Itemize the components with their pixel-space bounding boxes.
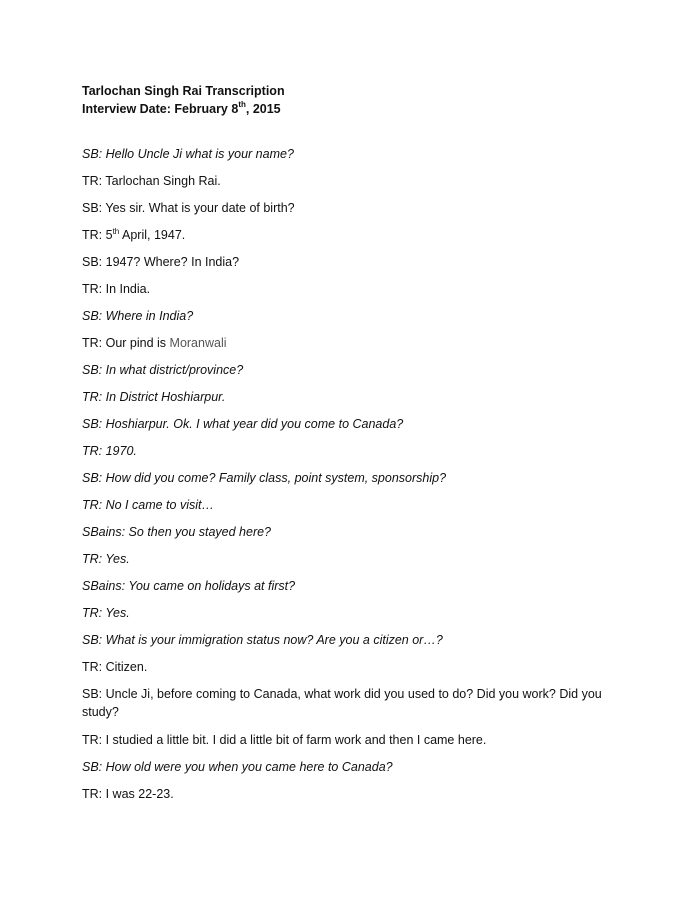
- village-name: Moranwali: [169, 336, 227, 350]
- transcript-line: TR: I studied a little bit. I did a little bit of farm work and then I came here.: [82, 733, 487, 747]
- interview-date-year: , 2015: [245, 102, 281, 116]
- line-text: TR: Our pind is: [82, 336, 170, 350]
- transcript-line: TR: Citizen.: [82, 660, 148, 674]
- transcript-line: SB: Hello Uncle Ji what is your name?: [82, 147, 294, 161]
- transcript-line: SB: Uncle Ji, before coming to Canada, what work did you used to do? Did you work? Did you study?: [82, 687, 602, 719]
- transcript-line: [82, 334, 622, 352]
- transcript-line: [82, 226, 622, 244]
- transcript-line: SB: Where in India?: [82, 309, 194, 323]
- ordinal-suffix: th: [112, 226, 120, 236]
- transcript-line: TR: No I came to visit…: [82, 498, 214, 512]
- line-text: TR: 5: [82, 228, 113, 242]
- transcript-line: SB: Yes sir. What is your date of birth?: [82, 201, 295, 215]
- transcript-line: TR: In India.: [82, 282, 151, 296]
- transcript-line: SBains: So then you stayed here?: [82, 525, 272, 539]
- transcript-line: TR: I was 22-23.: [82, 787, 174, 801]
- transcript-line: SB: How old were you when you came here to Canada?: [82, 760, 393, 774]
- transcript-line: TR: 1970.: [82, 444, 137, 458]
- transcript-line: SB: What is your immigration status now? Are you a citizen or…?: [82, 633, 443, 647]
- interview-date-label: Interview Date: February 8: [82, 102, 239, 116]
- interview-date: [82, 101, 281, 117]
- line-text: April, 1947.: [119, 228, 186, 242]
- transcript-line: SB: How did you come? Family class, point system, sponsorship?: [82, 471, 447, 485]
- transcript-line: TR: Yes.: [82, 552, 130, 566]
- transcript-line: SBains: You came on holidays at first?: [82, 579, 296, 593]
- transcript-line: TR: Tarlochan Singh Rai.: [82, 174, 221, 188]
- transcript-line: SB: In what district/province?: [82, 363, 244, 377]
- interview-date-suffix: th: [238, 99, 246, 109]
- document-title: Tarlochan Singh Rai Transcription: [82, 84, 285, 98]
- transcript-line: TR: In District Hoshiarpur.: [82, 390, 226, 404]
- transcript-line: TR: Yes.: [82, 606, 130, 620]
- transcript-line: SB: 1947? Where? In India?: [82, 255, 240, 269]
- transcript-line: SB: Hoshiarpur. Ok. I what year did you come to Canada?: [82, 417, 404, 431]
